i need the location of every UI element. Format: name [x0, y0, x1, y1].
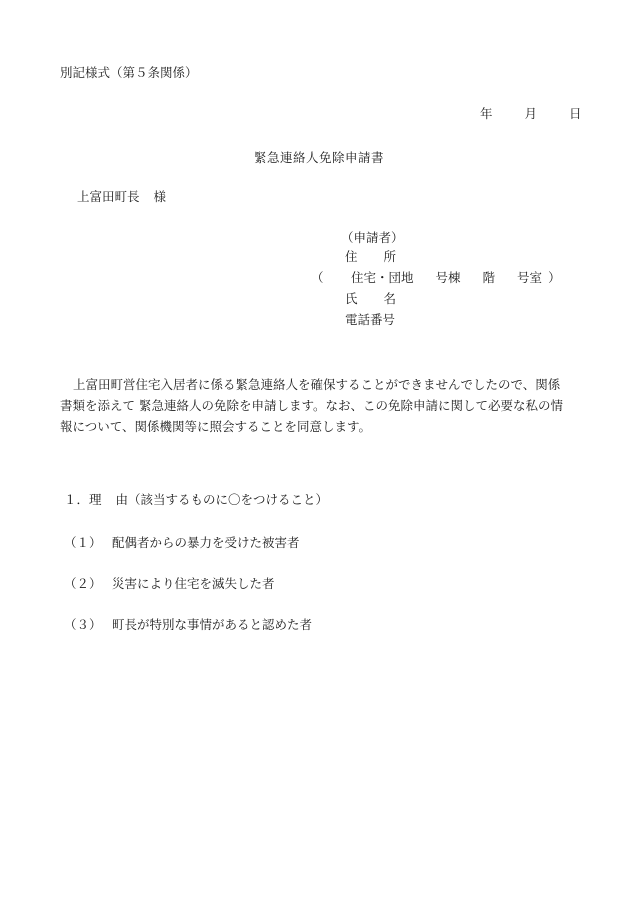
- form-label: 別記様式（第５条関係）: [60, 65, 198, 80]
- body-paragraph: 上富田町営住宅入居者に係る緊急連絡人を確保することができませんでしたので、関係書類を添えて 緊急連絡人の免除を申請します。なお、この免除申請に関して必要な私の情報について、関係機関等に照会することを同意します。: [60, 377, 563, 434]
- reason-item: [64, 619, 312, 632]
- housing-floor-label: 階: [482, 270, 496, 285]
- name-label-char-1: 氏: [345, 291, 358, 306]
- applicant-heading: （申請者）: [341, 230, 404, 245]
- housing-type-label: 住宅・団地: [351, 270, 414, 285]
- addressee-honorific: 様: [153, 189, 167, 204]
- housing-open-paren: （: [311, 270, 324, 285]
- document-title: 緊急連絡人免除申請書: [254, 150, 385, 165]
- reason-item-text: 配偶者からの暴力を受けた被害者: [112, 535, 300, 550]
- reason-item-text: 町長が特別な事情があると認めた者: [112, 617, 313, 632]
- reason-item: [64, 578, 275, 591]
- reason-item-number: （１）: [64, 535, 102, 550]
- housing-room-label: 号室: [517, 270, 543, 285]
- housing-row: [311, 272, 561, 285]
- address-label-char-2: 所: [383, 249, 397, 264]
- housing-close-paren: ）: [548, 270, 561, 285]
- name-label: [345, 293, 396, 306]
- date-row: [480, 108, 582, 121]
- reason-heading-num: １．理: [64, 492, 102, 507]
- date-year-label: 年: [480, 106, 493, 121]
- reason-item: [64, 537, 300, 550]
- reason-heading: [64, 494, 328, 507]
- date-day-label: 日: [569, 106, 582, 121]
- reason-item-text: 災害により住宅を滅失した者: [112, 576, 275, 591]
- phone-label: 電話番号: [345, 312, 396, 327]
- reason-heading-text: 由（該当するものに〇をつけること）: [115, 492, 329, 507]
- addressee-name: 上富田町長: [77, 189, 140, 204]
- housing-building-label: 号棟: [435, 270, 461, 285]
- name-label-char-2: 名: [383, 291, 397, 306]
- address-label-char-1: 住: [345, 249, 358, 264]
- reason-item-number: （３）: [64, 617, 102, 632]
- reason-item-number: （２）: [64, 576, 102, 591]
- addressee: [77, 191, 166, 204]
- date-month-label: 月: [524, 106, 538, 121]
- address-label: [345, 251, 396, 264]
